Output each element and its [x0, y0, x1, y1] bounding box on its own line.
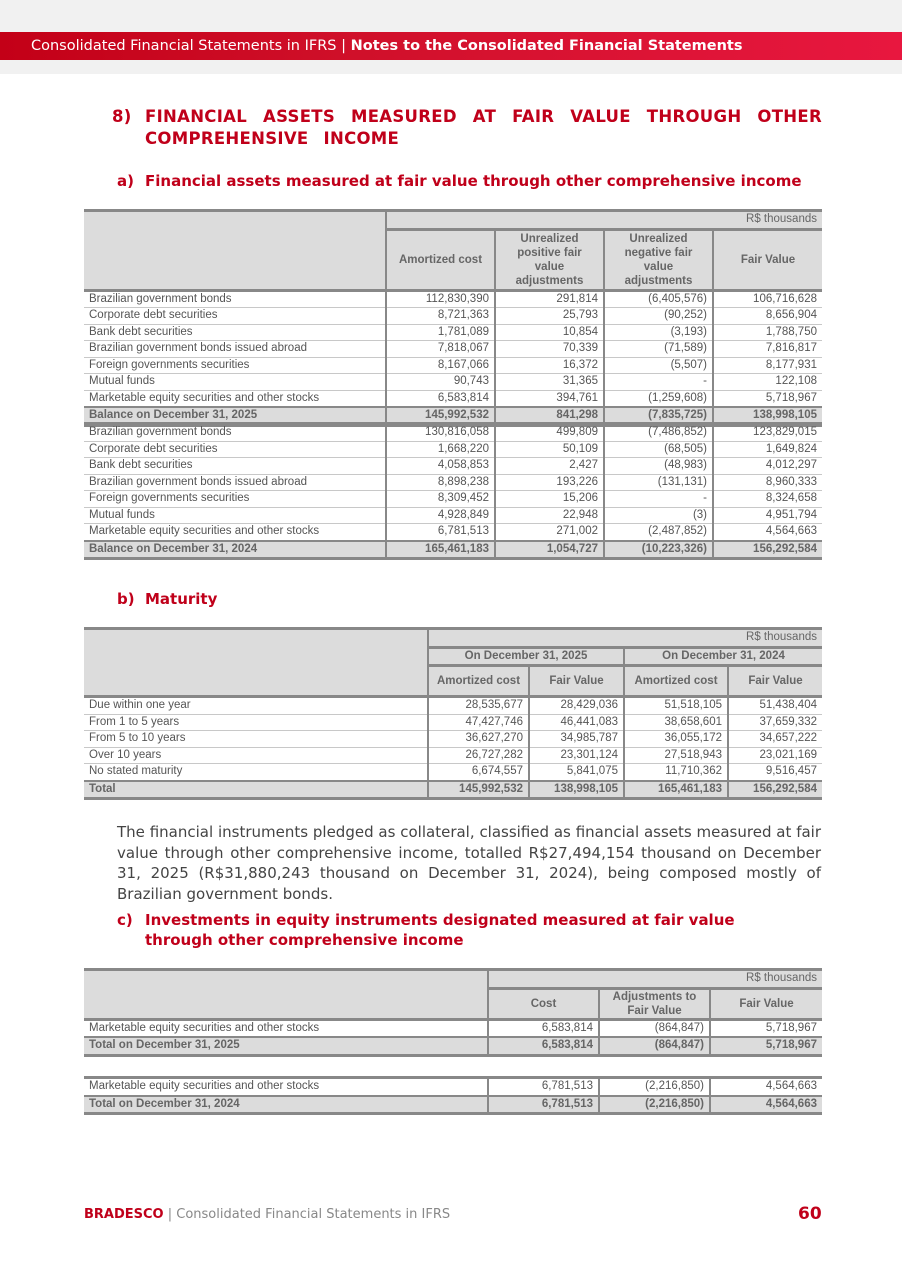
- cell-value: 50,109: [495, 441, 604, 458]
- footer-brand: BRADESCO: [84, 1207, 164, 1222]
- cell-value: 8,177,931: [713, 357, 822, 374]
- cell-value: 11,710,362: [624, 764, 728, 781]
- section-heading: [112, 106, 822, 150]
- cell-value: (10,223,326): [604, 541, 713, 559]
- cell-value: 8,960,333: [713, 474, 822, 491]
- col-header-amortized-cost-2025: Amortized cost: [428, 666, 529, 697]
- cell-value: 23,021,169: [728, 747, 822, 764]
- row-label: Brazilian government bonds issued abroad: [84, 341, 386, 358]
- cell-value: 6,781,513: [488, 1096, 599, 1114]
- cell-value: -: [604, 491, 713, 508]
- col-header-fair-value-2025: Fair Value: [529, 666, 624, 697]
- row-label: Brazilian government bonds: [84, 424, 386, 442]
- cell-value: 112,830,390: [386, 290, 495, 308]
- total-row: [84, 781, 822, 799]
- row-label: Due within one year: [84, 697, 428, 715]
- cell-value: 6,781,513: [488, 1078, 599, 1096]
- cell-value: 841,298: [495, 407, 604, 425]
- subsection-b-number: b): [117, 590, 135, 608]
- section-title: FINANCIAL ASSETS MEASURED AT FAIR VALUE THROUGH OTHER COMPREHENSIVE INCOME: [145, 107, 822, 148]
- cell-value: 6,674,557: [428, 764, 529, 781]
- subsection-a-title: Financial assets measured at fair value through other comprehensive income: [145, 172, 802, 190]
- cell-value: 4,928,849: [386, 507, 495, 524]
- cell-value: -: [604, 374, 713, 391]
- cell-value: 6,583,814: [386, 390, 495, 407]
- collateral-note: The financial instruments pledged as collateral, classified as financial assets measured at fair value through other comprehensive income, totalled R$27,494,154 thousand on December 31, 2025 (R$31,880,243 thousand on December 31, 2024), being composed mostly of Brazilian government bonds.: [117, 823, 821, 903]
- cell-value: 8,898,238: [386, 474, 495, 491]
- cell-value: 1,668,220: [386, 441, 495, 458]
- cell-value: (48,983): [604, 458, 713, 475]
- row-label: Marketable equity securities and other stocks: [84, 1019, 488, 1037]
- row-label: Total on December 31, 2024: [84, 1096, 488, 1114]
- table-row: [84, 491, 822, 508]
- row-label: Corporate debt securities: [84, 308, 386, 325]
- row-label: Foreign governments securities: [84, 491, 386, 508]
- cell-value: 27,518,943: [624, 747, 728, 764]
- row-label: From 1 to 5 years: [84, 714, 428, 731]
- subsection-b-title: Maturity: [145, 590, 218, 608]
- cell-value: (7,486,852): [604, 424, 713, 442]
- cell-value: 10,854: [495, 324, 604, 341]
- cell-value: 4,564,663: [710, 1078, 822, 1096]
- cell-value: 9,516,457: [728, 764, 822, 781]
- cell-value: (1,259,608): [604, 390, 713, 407]
- cell-value: 8,324,658: [713, 491, 822, 508]
- cell-value: 70,339: [495, 341, 604, 358]
- cell-value: 145,992,532: [386, 407, 495, 425]
- total-row: [84, 541, 822, 559]
- table-row: [84, 1019, 822, 1037]
- cell-value: 16,372: [495, 357, 604, 374]
- footer-separator: |: [163, 1207, 177, 1222]
- cell-value: 7,818,067: [386, 341, 495, 358]
- header-substrip: [0, 60, 902, 74]
- table-row: [84, 390, 822, 407]
- cell-value: 51,518,105: [624, 697, 728, 715]
- cell-value: (864,847): [599, 1019, 710, 1037]
- col-header-fair-value: Fair Value: [713, 229, 822, 290]
- cell-value: 38,658,601: [624, 714, 728, 731]
- table-row: [84, 714, 822, 731]
- table-row: [84, 507, 822, 524]
- cell-value: 4,012,297: [713, 458, 822, 475]
- cell-value: (90,252): [604, 308, 713, 325]
- row-label: From 5 to 10 years: [84, 731, 428, 748]
- table-row: [84, 697, 822, 715]
- cell-value: 156,292,584: [728, 781, 822, 799]
- subsection-a-heading: [117, 171, 802, 191]
- cell-value: 8,656,904: [713, 308, 822, 325]
- row-label: Brazilian government bonds: [84, 290, 386, 308]
- cell-value: 34,985,787: [529, 731, 624, 748]
- cell-value: (3,193): [604, 324, 713, 341]
- cell-value: 138,998,105: [529, 781, 624, 799]
- table-row: [84, 424, 822, 442]
- cell-value: 5,718,967: [713, 390, 822, 407]
- cell-value: 25,793: [495, 308, 604, 325]
- col-header-amortized-cost-2024: Amortized cost: [624, 666, 728, 697]
- table-row: [84, 474, 822, 491]
- table-a-2024: [84, 422, 822, 560]
- row-label: Brazilian government bonds issued abroad: [84, 474, 386, 491]
- row-label: Corporate debt securities: [84, 441, 386, 458]
- cell-value: 28,429,036: [529, 697, 624, 715]
- subsection-b-heading: [117, 589, 217, 609]
- cell-value: 47,427,746: [428, 714, 529, 731]
- table-row: [84, 524, 822, 541]
- row-label: Total on December 31, 2025: [84, 1037, 488, 1055]
- cell-value: 90,743: [386, 374, 495, 391]
- cell-value: 51,438,404: [728, 697, 822, 715]
- table-a-2025: [84, 209, 822, 427]
- cell-value: 156,292,584: [713, 541, 822, 559]
- cell-value: 1,788,750: [713, 324, 822, 341]
- row-label: No stated maturity: [84, 764, 428, 781]
- table-row: [84, 764, 822, 781]
- col-header-adjustments: Adjustments to Fair Value: [599, 988, 710, 1019]
- row-label: Mutual funds: [84, 374, 386, 391]
- cell-value: 5,718,967: [710, 1019, 822, 1037]
- cell-value: 23,301,124: [529, 747, 624, 764]
- cell-value: 4,564,663: [710, 1096, 822, 1114]
- cell-value: 6,781,513: [386, 524, 495, 541]
- cell-value: (2,216,850): [599, 1096, 710, 1114]
- cell-value: 499,809: [495, 424, 604, 442]
- cell-value: (131,131): [604, 474, 713, 491]
- table-row: [84, 324, 822, 341]
- header-separator: |: [336, 38, 351, 54]
- header-doc-title: Consolidated Financial Statements in IFRS: [31, 38, 337, 54]
- cell-value: 5,841,075: [529, 764, 624, 781]
- cell-value: 34,657,222: [728, 731, 822, 748]
- cell-value: 4,564,663: [713, 524, 822, 541]
- table-row: [84, 747, 822, 764]
- cell-value: (68,505): [604, 441, 713, 458]
- footer-doc-title: Consolidated Financial Statements in IFRS: [176, 1207, 451, 1222]
- table-maturity: [84, 627, 822, 800]
- cell-value: (7,835,725): [604, 407, 713, 425]
- table-row: [84, 357, 822, 374]
- subsection-c-number: c): [117, 911, 133, 929]
- table-a-corner: [84, 211, 386, 291]
- col-header-cost: Cost: [488, 988, 599, 1019]
- row-label: Marketable equity securities and other stocks: [84, 390, 386, 407]
- cell-value: 271,002: [495, 524, 604, 541]
- section-number: 8): [112, 107, 132, 126]
- cell-value: 122,108: [713, 374, 822, 391]
- table-c-2025: [84, 968, 822, 1057]
- cell-value: 165,461,183: [386, 541, 495, 559]
- group-header-2025: On December 31, 2025: [428, 647, 624, 666]
- cell-value: (3): [604, 507, 713, 524]
- cell-value: 15,206: [495, 491, 604, 508]
- cell-value: 1,781,089: [386, 324, 495, 341]
- col-header-amortized-cost: Amortized cost: [386, 229, 495, 290]
- cell-value: 8,721,363: [386, 308, 495, 325]
- cell-value: 28,535,677: [428, 697, 529, 715]
- table-a-unit: R$ thousands: [386, 211, 822, 230]
- cell-value: 8,167,066: [386, 357, 495, 374]
- cell-value: 165,461,183: [624, 781, 728, 799]
- total-row: [84, 1096, 822, 1114]
- top-strip: [0, 0, 902, 32]
- cell-value: 1,649,824: [713, 441, 822, 458]
- table-b-corner: [84, 629, 428, 697]
- row-label: Marketable equity securities and other stocks: [84, 1078, 488, 1096]
- cell-value: 1,054,727: [495, 541, 604, 559]
- row-label: Balance on December 31, 2025: [84, 407, 386, 425]
- subsection-c-heading: [117, 910, 807, 950]
- cell-value: (5,507): [604, 357, 713, 374]
- cell-value: (71,589): [604, 341, 713, 358]
- page-number: 60: [798, 1204, 822, 1224]
- table-c-unit: R$ thousands: [488, 970, 822, 989]
- cell-value: (864,847): [599, 1037, 710, 1055]
- row-label: Foreign governments securities: [84, 357, 386, 374]
- cell-value: 138,998,105: [713, 407, 822, 425]
- cell-value: 22,948: [495, 507, 604, 524]
- cell-value: 5,718,967: [710, 1037, 822, 1055]
- subsection-a-number: a): [117, 172, 134, 190]
- table-c-corner: [84, 970, 488, 1020]
- group-header-2024: On December 31, 2024: [624, 647, 822, 666]
- col-header-fair-value-2024: Fair Value: [728, 666, 822, 697]
- row-label: Marketable equity securities and other stocks: [84, 524, 386, 541]
- cell-value: 31,365: [495, 374, 604, 391]
- cell-value: 6,583,814: [488, 1019, 599, 1037]
- table-b-unit: R$ thousands: [428, 629, 822, 648]
- cell-value: 291,814: [495, 290, 604, 308]
- cell-value: 36,055,172: [624, 731, 728, 748]
- header-banner: [0, 32, 902, 60]
- table-row: [84, 308, 822, 325]
- cell-value: 26,727,282: [428, 747, 529, 764]
- header-section-title: Notes to the Consolidated Financial Statements: [350, 38, 743, 54]
- cell-value: 37,659,332: [728, 714, 822, 731]
- cell-value: 4,058,853: [386, 458, 495, 475]
- cell-value: 145,992,532: [428, 781, 529, 799]
- cell-value: 394,761: [495, 390, 604, 407]
- total-row: [84, 1037, 822, 1055]
- table-row: [84, 1078, 822, 1096]
- cell-value: 7,816,817: [713, 341, 822, 358]
- table-c-2024: [84, 1076, 822, 1115]
- row-label: Bank debt securities: [84, 324, 386, 341]
- cell-value: (6,405,576): [604, 290, 713, 308]
- cell-value: 106,716,628: [713, 290, 822, 308]
- cell-value: 46,441,083: [529, 714, 624, 731]
- row-label: Balance on December 31, 2024: [84, 541, 386, 559]
- cell-value: 130,816,058: [386, 424, 495, 442]
- row-label: Over 10 years: [84, 747, 428, 764]
- cell-value: 4,951,794: [713, 507, 822, 524]
- footer: [84, 1207, 450, 1222]
- col-header-negative-adj: Unrealized negative fair value adjustments: [604, 229, 713, 290]
- row-label: Mutual funds: [84, 507, 386, 524]
- cell-value: 6,583,814: [488, 1037, 599, 1055]
- cell-value: 36,627,270: [428, 731, 529, 748]
- cell-value: (2,487,852): [604, 524, 713, 541]
- table-row: [84, 441, 822, 458]
- table-row: [84, 374, 822, 391]
- col-header-positive-adj: Unrealized positive fair value adjustments: [495, 229, 604, 290]
- cell-value: 193,226: [495, 474, 604, 491]
- table-row: [84, 731, 822, 748]
- table-row: [84, 458, 822, 475]
- cell-value: (2,216,850): [599, 1078, 710, 1096]
- cell-value: 123,829,015: [713, 424, 822, 442]
- row-label: Bank debt securities: [84, 458, 386, 475]
- table-row: [84, 290, 822, 308]
- cell-value: 8,309,452: [386, 491, 495, 508]
- subsection-c-title: Investments in equity instruments designated measured at fair value through other comprehensive income: [145, 911, 735, 949]
- cell-value: 2,427: [495, 458, 604, 475]
- col-header-fair-value-c: Fair Value: [710, 988, 822, 1019]
- row-label: Total: [84, 781, 428, 799]
- table-row: [84, 341, 822, 358]
